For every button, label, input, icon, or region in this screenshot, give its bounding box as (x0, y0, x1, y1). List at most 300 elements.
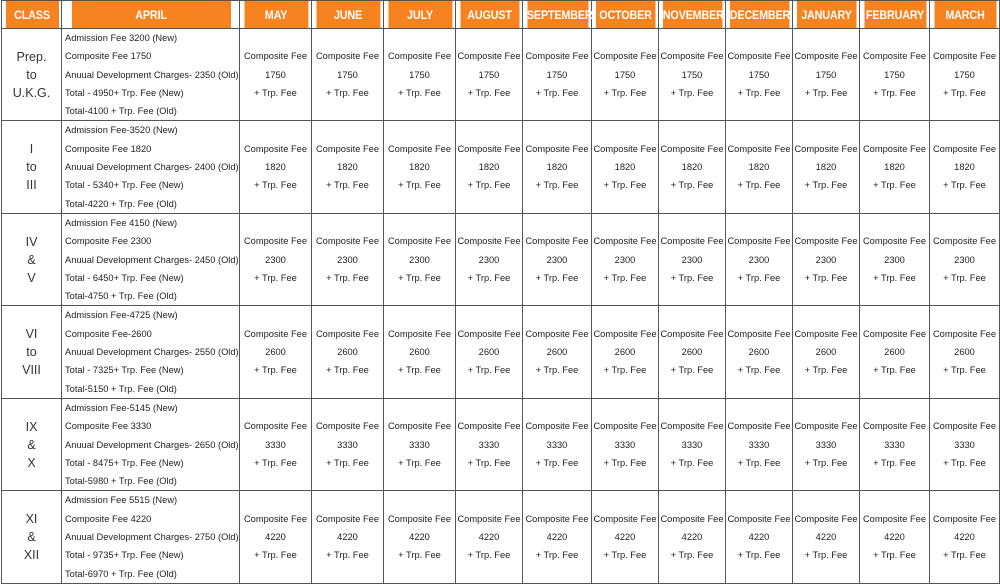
monthly-fee-cell-february (860, 29, 930, 121)
monthly-fee-line: 2300 (614, 254, 636, 265)
monthly-fee-cell-november (659, 29, 726, 121)
monthly-fee-line: Composite Fee (727, 328, 791, 339)
monthly-fee-line: 4220 (265, 532, 286, 543)
monthly-fee-line: 1820 (546, 162, 568, 173)
monthly-fee-line: 4220 (954, 532, 975, 543)
monthly-fee-line: 3330 (409, 439, 430, 450)
monthly-fee-line: 1750 (478, 69, 500, 80)
monthly-fee-line: + Trp. Fee (326, 272, 369, 283)
monthly-fee-line: 2300 (748, 254, 770, 265)
table-row (2, 306, 1000, 398)
monthly-fee-line: Composite Fee (457, 143, 521, 154)
header-december: DECEMBER (729, 1, 789, 29)
monthly-fee-line: 2600 (815, 347, 837, 358)
monthly-fee-line: 4220 (337, 532, 358, 543)
monthly-fee-line: Composite Fee (243, 421, 308, 432)
monthly-fee-line: Composite Fee (932, 143, 997, 154)
april-fee-line: Total - 5340+ Trp. Fee (New) (65, 180, 184, 191)
monthly-fee-line: 1750 (265, 69, 286, 80)
class-label-line: to (26, 345, 37, 360)
monthly-fee-cell-march (930, 213, 1000, 305)
monthly-fee-line: 2300 (681, 254, 703, 265)
monthly-fee-line: + Trp. Fee (467, 272, 511, 283)
monthly-fee-cell-may (240, 398, 312, 490)
monthly-fee-cell-october (592, 29, 659, 121)
monthly-fee-cell-september (523, 213, 592, 305)
monthly-fee-cell-june (312, 398, 384, 490)
april-fee-line: Total - 4950+ Trp. Fee (New) (65, 87, 184, 98)
monthly-fee-line: 1750 (409, 69, 430, 80)
monthly-fee-line: Composite Fee (387, 51, 452, 62)
monthly-fee-line: Composite Fee (387, 143, 452, 154)
monthly-fee-line: + Trp. Fee (603, 180, 647, 191)
monthly-fee-line: Composite Fee (660, 328, 724, 339)
class-label-line: & (27, 530, 36, 545)
monthly-fee-cell-may (240, 121, 312, 213)
april-fee-line: Composite Fee-2600 (65, 328, 152, 339)
monthly-fee-line: 2300 (954, 254, 975, 265)
monthly-fee-line: Composite Fee (457, 236, 521, 247)
monthly-fee-line: + Trp. Fee (398, 550, 441, 561)
monthly-fee-line: 4220 (815, 532, 837, 543)
april-fee-cell (62, 491, 240, 583)
class-cell (2, 491, 62, 583)
monthly-fee-line: Composite Fee (243, 328, 308, 339)
monthly-fee-line: + Trp. Fee (603, 272, 647, 283)
monthly-fee-cell-june (312, 29, 384, 121)
monthly-fee-line: + Trp. Fee (873, 87, 916, 98)
monthly-fee-line: Composite Fee (794, 51, 858, 62)
april-fee-line: Total-6970 + Trp. Fee (Old) (65, 568, 177, 579)
monthly-fee-line: Composite Fee (932, 236, 997, 247)
april-fee-line: Total - 6450+ Trp. Fee (New) (65, 272, 184, 283)
monthly-fee-line: 2300 (337, 254, 358, 265)
monthly-fee-cell-december (726, 29, 793, 121)
table-row (2, 121, 1000, 213)
april-fee-line: Total - 7325+ Trp. Fee (New) (65, 365, 184, 376)
monthly-fee-cell-october (592, 398, 659, 490)
monthly-fee-line: 3330 (265, 439, 286, 450)
monthly-fee-cell-september (523, 121, 592, 213)
monthly-fee-line: 1750 (815, 69, 837, 80)
monthly-fee-line: + Trp. Fee (873, 365, 916, 376)
monthly-fee-cell-may (240, 29, 312, 121)
monthly-fee-line: + Trp. Fee (326, 365, 369, 376)
monthly-fee-line: Composite Fee (593, 143, 657, 154)
monthly-fee-line: + Trp. Fee (737, 365, 781, 376)
april-fee-line: Total - 8475+ Trp. Fee (New) (65, 457, 184, 468)
monthly-fee-line: + Trp. Fee (398, 180, 441, 191)
monthly-fee-line: Composite Fee (660, 513, 724, 524)
april-fee-line: Anuual Development Charges- 2750 (Old) (65, 532, 239, 543)
monthly-fee-line: 2600 (337, 347, 358, 358)
april-fee-line: Total-4220 + Trp. Fee (Old) (65, 198, 177, 209)
april-fee-line: Composite Fee 1820 (65, 143, 152, 154)
monthly-fee-line: Composite Fee (794, 513, 858, 524)
monthly-fee-line: Composite Fee (727, 143, 791, 154)
monthly-fee-line: 1750 (884, 69, 905, 80)
monthly-fee-line: Composite Fee (932, 513, 997, 524)
monthly-fee-line: Composite Fee (457, 421, 521, 432)
table-row (2, 491, 1000, 583)
monthly-fee-line: + Trp. Fee (737, 550, 781, 561)
monthly-fee-line: 4220 (478, 532, 500, 543)
monthly-fee-line: 3330 (546, 439, 568, 450)
april-fee-line: Admission Fee 3200 (New) (65, 33, 178, 43)
class-cell (2, 121, 62, 213)
april-fee-cell (62, 29, 240, 121)
class-label-line: IV (25, 234, 38, 249)
monthly-fee-line: Composite Fee (593, 421, 657, 432)
monthly-fee-line: + Trp. Fee (535, 87, 579, 98)
april-fee-line: Admission Fee 4150 (New) (65, 217, 178, 228)
monthly-fee-line: Composite Fee (457, 328, 521, 339)
monthly-fee-line: 2600 (478, 347, 500, 358)
monthly-fee-line: 2600 (748, 347, 770, 358)
april-fee-line: Admission Fee 5515 (New) (65, 495, 178, 506)
monthly-fee-cell-march (930, 29, 1000, 121)
header-january: JANUARY (796, 1, 856, 29)
header-june: JUNE (315, 1, 380, 29)
monthly-fee-line: 4220 (884, 532, 905, 543)
monthly-fee-line: + Trp. Fee (670, 180, 714, 191)
monthly-fee-line: Composite Fee (525, 328, 589, 339)
monthly-fee-cell-august (456, 121, 523, 213)
monthly-fee-line: + Trp. Fee (873, 180, 916, 191)
monthly-fee-line: 3330 (337, 439, 358, 450)
april-fee-line: Anuual Development Charges- 2350 (Old) (65, 69, 239, 80)
monthly-fee-cell-january (793, 398, 860, 490)
fee-structure-table (1, 0, 1000, 584)
monthly-fee-line: Composite Fee (525, 236, 589, 247)
monthly-fee-cell-june (312, 121, 384, 213)
monthly-fee-line: Composite Fee (457, 51, 521, 62)
monthly-fee-cell-february (860, 213, 930, 305)
class-label-line: VI (25, 327, 38, 342)
monthly-fee-line: 1750 (748, 69, 770, 80)
monthly-fee-line: Composite Fee (794, 236, 858, 247)
monthly-fee-cell-december (726, 491, 793, 583)
monthly-fee-cell-july (384, 29, 456, 121)
monthly-fee-line: 1820 (954, 162, 975, 173)
header-july: JULY (387, 1, 452, 29)
monthly-fee-line: + Trp. Fee (943, 180, 986, 191)
april-fee-line: Total - 9735+ Trp. Fee (New) (65, 550, 184, 561)
monthly-fee-line: + Trp. Fee (873, 550, 916, 561)
april-fee-line: Admission Fee-4725 (New) (65, 310, 178, 321)
april-fee-line: Composite Fee 4220 (65, 513, 152, 524)
monthly-fee-line: Composite Fee (794, 143, 858, 154)
class-label-line: X (27, 455, 36, 470)
table-row (2, 29, 1000, 121)
monthly-fee-line: + Trp. Fee (603, 87, 647, 98)
monthly-fee-cell-january (793, 491, 860, 583)
april-fee-line: Admission Fee-3520 (New) (65, 125, 178, 136)
monthly-fee-line: Composite Fee (315, 328, 380, 339)
class-label-line: to (26, 160, 37, 175)
monthly-fee-line: Composite Fee (727, 51, 791, 62)
header-april: APRIL (70, 1, 230, 29)
monthly-fee-line: + Trp. Fee (737, 87, 781, 98)
monthly-fee-cell-november (659, 398, 726, 490)
monthly-fee-cell-august (456, 398, 523, 490)
monthly-fee-line: 2600 (681, 347, 703, 358)
monthly-fee-cell-march (930, 491, 1000, 583)
monthly-fee-line: + Trp. Fee (326, 180, 369, 191)
monthly-fee-cell-august (456, 213, 523, 305)
fee-table-body (2, 29, 1000, 584)
monthly-fee-line: 4220 (546, 532, 568, 543)
class-label-line: I (29, 142, 34, 157)
monthly-fee-line: + Trp. Fee (804, 550, 848, 561)
monthly-fee-line: + Trp. Fee (873, 272, 916, 283)
monthly-fee-cell-january (793, 306, 860, 398)
monthly-fee-cell-september (523, 398, 592, 490)
header-march: MARCH (933, 1, 996, 29)
monthly-fee-line: + Trp. Fee (535, 550, 579, 561)
monthly-fee-line: Composite Fee (387, 421, 452, 432)
class-cell (2, 29, 62, 121)
april-fee-line: Composite Fee 3330 (65, 421, 152, 432)
monthly-fee-cell-may (240, 491, 312, 583)
monthly-fee-line: Composite Fee (660, 143, 724, 154)
monthly-fee-line: + Trp. Fee (254, 550, 297, 561)
monthly-fee-cell-june (312, 213, 384, 305)
monthly-fee-line: Composite Fee (932, 51, 997, 62)
monthly-fee-line: Composite Fee (315, 236, 380, 247)
header-august: AUGUST (459, 1, 519, 29)
monthly-fee-cell-january (793, 213, 860, 305)
monthly-fee-line: + Trp. Fee (398, 272, 441, 283)
monthly-fee-line: + Trp. Fee (873, 457, 916, 468)
monthly-fee-line: + Trp. Fee (943, 550, 986, 561)
monthly-fee-line: Composite Fee (243, 513, 308, 524)
monthly-fee-line: Composite Fee (660, 236, 724, 247)
monthly-fee-line: Composite Fee (862, 421, 927, 432)
class-label-line: Prep. (16, 49, 47, 64)
class-label-line: V (27, 270, 36, 285)
monthly-fee-line: 1820 (681, 162, 703, 173)
monthly-fee-line: 1820 (409, 162, 430, 173)
april-fee-line: Total-5980 + Trp. Fee (Old) (65, 476, 177, 487)
monthly-fee-line: Composite Fee (727, 513, 791, 524)
monthly-fee-line: Composite Fee (862, 513, 927, 524)
monthly-fee-line: + Trp. Fee (670, 365, 714, 376)
monthly-fee-line: Composite Fee (243, 236, 308, 247)
monthly-fee-line: Composite Fee (315, 513, 380, 524)
monthly-fee-line: + Trp. Fee (326, 457, 369, 468)
monthly-fee-line: Composite Fee (862, 328, 927, 339)
monthly-fee-line: 2300 (265, 254, 286, 265)
april-fee-line: Anuual Development Charges- 2400 (Old) (65, 162, 239, 173)
april-fee-line: Anuual Development Charges- 2450 (Old) (65, 254, 239, 265)
monthly-fee-cell-june (312, 491, 384, 583)
monthly-fee-line: 1750 (614, 69, 636, 80)
monthly-fee-line: 4220 (614, 532, 636, 543)
monthly-fee-line: Composite Fee (932, 421, 997, 432)
monthly-fee-line: Composite Fee (593, 513, 657, 524)
monthly-fee-line: 1820 (815, 162, 837, 173)
monthly-fee-line: 2600 (954, 347, 975, 358)
table-row (2, 213, 1000, 305)
monthly-fee-line: 2300 (409, 254, 430, 265)
monthly-fee-line: + Trp. Fee (737, 180, 781, 191)
monthly-fee-cell-december (726, 306, 793, 398)
class-cell (2, 306, 62, 398)
monthly-fee-line: + Trp. Fee (535, 457, 579, 468)
monthly-fee-line: 3330 (478, 439, 500, 450)
monthly-fee-line: 2300 (478, 254, 500, 265)
monthly-fee-line: Composite Fee (593, 328, 657, 339)
monthly-fee-line: + Trp. Fee (467, 550, 511, 561)
monthly-fee-line: + Trp. Fee (254, 87, 297, 98)
monthly-fee-line: + Trp. Fee (943, 272, 986, 283)
monthly-fee-cell-may (240, 306, 312, 398)
class-label-line: to (26, 67, 37, 82)
monthly-fee-line: + Trp. Fee (804, 180, 848, 191)
monthly-fee-cell-march (930, 121, 1000, 213)
monthly-fee-line: Composite Fee (525, 421, 589, 432)
monthly-fee-line: + Trp. Fee (535, 180, 579, 191)
april-fee-cell (62, 121, 240, 213)
april-fee-line: Total-5150 + Trp. Fee (Old) (65, 383, 177, 394)
monthly-fee-line: + Trp. Fee (535, 272, 579, 283)
class-label-line: XII (23, 548, 40, 563)
monthly-fee-line: Composite Fee (457, 513, 521, 524)
monthly-fee-line: Composite Fee (315, 51, 380, 62)
monthly-fee-line: 1820 (614, 162, 636, 173)
monthly-fee-line: 1820 (748, 162, 770, 173)
monthly-fee-line: 1820 (265, 162, 286, 173)
monthly-fee-line: 1750 (337, 69, 358, 80)
monthly-fee-line: 3330 (884, 439, 905, 450)
monthly-fee-cell-july (384, 491, 456, 583)
monthly-fee-line: + Trp. Fee (398, 457, 441, 468)
header-february: FEBRUARY (863, 1, 926, 29)
header-november: NOVEMBER (662, 1, 722, 29)
monthly-fee-line: + Trp. Fee (254, 457, 297, 468)
april-fee-line: Total-4750 + Trp. Fee (Old) (65, 291, 177, 302)
monthly-fee-line: Composite Fee (525, 513, 589, 524)
monthly-fee-cell-may (240, 213, 312, 305)
monthly-fee-cell-september (523, 491, 592, 583)
monthly-fee-cell-february (860, 121, 930, 213)
monthly-fee-line: 1820 (337, 162, 358, 173)
monthly-fee-line: + Trp. Fee (804, 365, 848, 376)
monthly-fee-cell-december (726, 398, 793, 490)
monthly-fee-cell-january (793, 29, 860, 121)
monthly-fee-line: 3330 (614, 439, 636, 450)
monthly-fee-line: 2300 (546, 254, 568, 265)
monthly-fee-line: 3330 (954, 439, 975, 450)
monthly-fee-line: 2600 (409, 347, 430, 358)
monthly-fee-line: + Trp. Fee (467, 180, 511, 191)
monthly-fee-cell-september (523, 29, 592, 121)
monthly-fee-line: + Trp. Fee (603, 457, 647, 468)
monthly-fee-line: 1750 (681, 69, 703, 80)
monthly-fee-line: + Trp. Fee (467, 457, 511, 468)
april-fee-cell (62, 306, 240, 398)
monthly-fee-line: 2600 (546, 347, 568, 358)
table-row (2, 398, 1000, 490)
monthly-fee-cell-july (384, 306, 456, 398)
monthly-fee-line: 1820 (478, 162, 500, 173)
monthly-fee-line: Composite Fee (932, 328, 997, 339)
monthly-fee-line: 2300 (884, 254, 905, 265)
monthly-fee-line: Composite Fee (387, 236, 452, 247)
monthly-fee-line: Composite Fee (525, 143, 589, 154)
header-september: SEPTEMBER (526, 1, 588, 29)
monthly-fee-cell-march (930, 398, 1000, 490)
header-class: CLASS (5, 1, 59, 29)
monthly-fee-cell-june (312, 306, 384, 398)
monthly-fee-line: 2600 (884, 347, 905, 358)
april-fee-cell (62, 213, 240, 305)
monthly-fee-line: 4220 (748, 532, 770, 543)
monthly-fee-line: Composite Fee (794, 328, 858, 339)
monthly-fee-line: + Trp. Fee (804, 457, 848, 468)
monthly-fee-cell-october (592, 121, 659, 213)
monthly-fee-line: Composite Fee (593, 51, 657, 62)
monthly-fee-line: + Trp. Fee (398, 87, 441, 98)
monthly-fee-line: Composite Fee (862, 236, 927, 247)
monthly-fee-cell-october (592, 491, 659, 583)
monthly-fee-cell-august (456, 491, 523, 583)
monthly-fee-line: Composite Fee (862, 143, 927, 154)
monthly-fee-line: 4220 (409, 532, 430, 543)
april-fee-line: Composite Fee 1750 (65, 51, 152, 62)
monthly-fee-line: 2600 (265, 347, 286, 358)
monthly-fee-line: + Trp. Fee (535, 365, 579, 376)
monthly-fee-line: Composite Fee (593, 236, 657, 247)
monthly-fee-line: Composite Fee (660, 51, 724, 62)
monthly-fee-line: Composite Fee (727, 236, 791, 247)
class-cell (2, 213, 62, 305)
monthly-fee-line: Composite Fee (794, 421, 858, 432)
monthly-fee-cell-july (384, 213, 456, 305)
class-label-line: & (27, 252, 36, 267)
class-label-line: III (26, 178, 37, 193)
monthly-fee-cell-august (456, 29, 523, 121)
monthly-fee-line: 3330 (681, 439, 703, 450)
monthly-fee-line: + Trp. Fee (326, 550, 369, 561)
monthly-fee-line: 2600 (614, 347, 636, 358)
monthly-fee-line: Composite Fee (660, 421, 724, 432)
monthly-fee-line: Composite Fee (862, 51, 927, 62)
monthly-fee-cell-november (659, 213, 726, 305)
monthly-fee-line: + Trp. Fee (326, 87, 369, 98)
header-row (2, 1, 1000, 29)
monthly-fee-cell-november (659, 121, 726, 213)
monthly-fee-line: 4220 (681, 532, 703, 543)
april-fee-line: Anuual Development Charges- 2650 (Old) (65, 439, 239, 450)
monthly-fee-cell-july (384, 398, 456, 490)
class-label-line: VIII (22, 363, 41, 378)
monthly-fee-cell-august (456, 306, 523, 398)
monthly-fee-line: 3330 (815, 439, 837, 450)
monthly-fee-line: Composite Fee (315, 421, 380, 432)
monthly-fee-line: Composite Fee (727, 421, 791, 432)
monthly-fee-cell-november (659, 491, 726, 583)
monthly-fee-line: + Trp. Fee (943, 87, 986, 98)
monthly-fee-line: Composite Fee (525, 51, 589, 62)
monthly-fee-line: Composite Fee (315, 143, 380, 154)
monthly-fee-cell-november (659, 306, 726, 398)
monthly-fee-line: + Trp. Fee (943, 457, 986, 468)
monthly-fee-line: + Trp. Fee (603, 550, 647, 561)
class-label-line: U.K.G. (12, 85, 51, 100)
monthly-fee-cell-march (930, 306, 1000, 398)
